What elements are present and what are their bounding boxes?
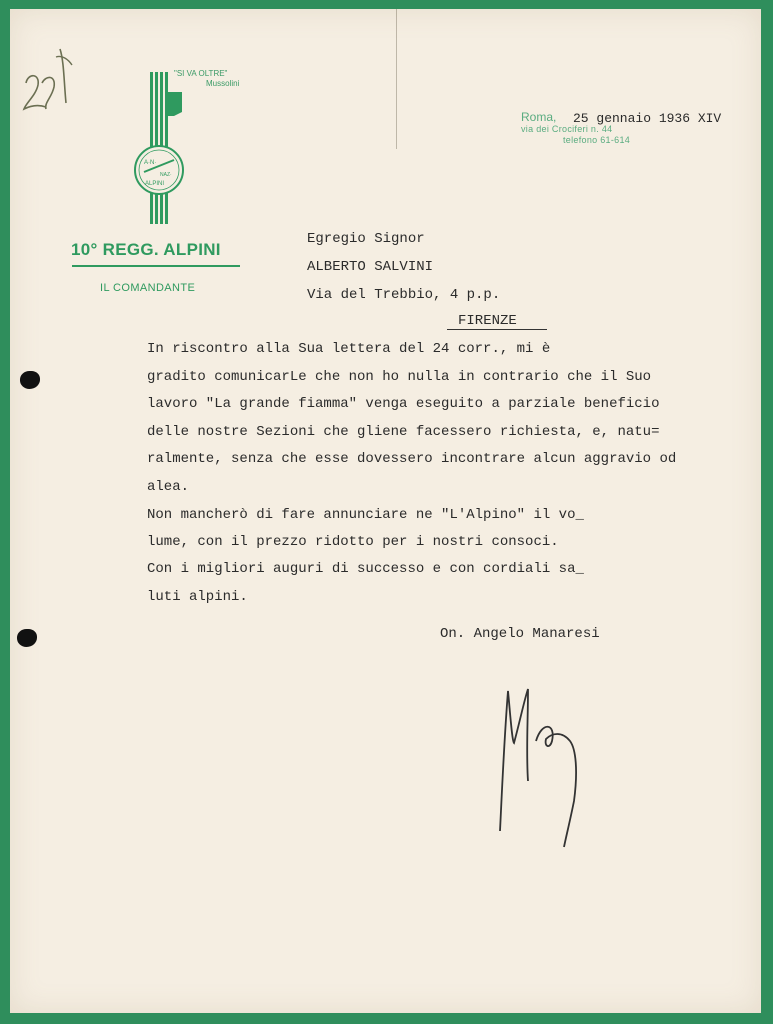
body-line: gradito comunicarLe che non ho nulla in contrario che il Suo [147,369,652,385]
punch-hole-bottom [17,629,37,647]
emblem-text-bottom: ALPINI [145,181,165,187]
body-line: alea. [147,479,190,495]
body-line: ralmente, senza che esse dovessero incontrare alcun aggravio od [147,451,677,467]
office-address: via dei Crociferi n. 44 [521,124,613,134]
body-line: In riscontro alla Sua lettera del 24 corr., mi è [147,341,551,357]
motto-text: "SI VA OLTRE" [174,69,228,78]
signer-name: On. Angelo Manaresi [440,626,600,642]
role-title: IL COMANDANTE [100,282,196,294]
place-label: Roma, [521,110,557,124]
body-line: lavoro "La grande fiamma" venga eseguito a parziale beneficio [147,396,660,412]
body-line: Con i migliori auguri di successo e con cordiali sa_ [147,561,584,577]
body-line: luti alpini. [147,589,248,605]
emblem-text-top: A·N· [144,160,157,166]
letter-date: 25 gennaio 1936 XIV [573,111,722,126]
fasces-emblem-icon [130,72,190,224]
fold-crease [396,9,397,149]
recipient-name: ALBERTO SALVINI [307,259,434,275]
motto-author: Mussolini [206,79,240,88]
regiment-underline [72,265,240,267]
city-underline [447,329,547,330]
letter-paper [10,9,761,1013]
body-line: delle nostre Sezioni che gliene facessero richiesta, e, natu= [147,424,660,440]
punch-hole-top [20,371,40,389]
handwritten-signature [490,681,590,851]
office-phone: telefono 61-614 [563,135,631,145]
body-line: Non mancherò di fare annunciare ne "L'Alpino" il vo_ [147,507,584,523]
recipient-street: Via del Trebbio, 4 p.p. [307,287,501,303]
recipient-city: FIRENZE [458,313,517,329]
body-line: lume, con il prezzo ridotto per i nostri consoci. [147,534,559,550]
recipient-salutation: Egregio Signor [307,231,425,247]
archive-number-handwritten [20,43,76,113]
regiment-title: 10° REGG. ALPINI [71,240,221,259]
emblem-text-mid: NAZ· [160,172,172,178]
